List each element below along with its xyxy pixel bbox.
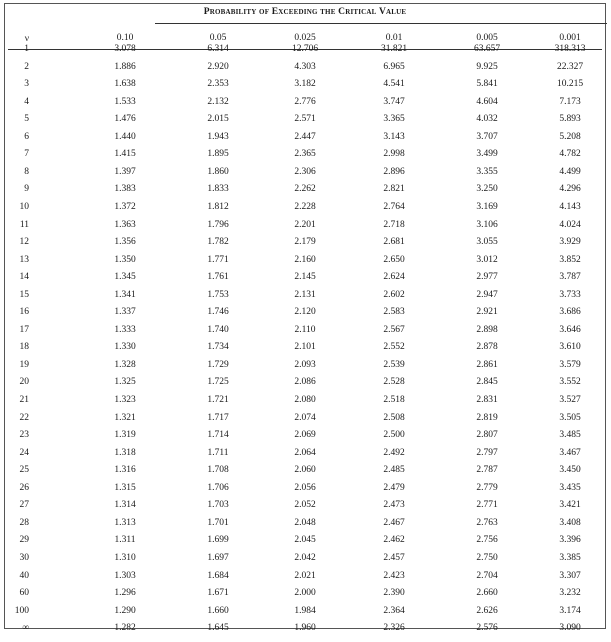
critical-value-cell: 3.499: [476, 149, 498, 160]
critical-value-cell: 1.290: [114, 605, 136, 616]
critical-value-cell: 1.397: [114, 166, 136, 177]
critical-value-cell: 3.787: [559, 272, 581, 283]
critical-value-cell: 2.447: [294, 131, 316, 142]
critical-value-cell: 2.228: [294, 201, 316, 212]
table-row: [5, 63, 605, 81]
critical-value-cell: 4.296: [559, 184, 581, 195]
critical-value-cell: 3.435: [559, 482, 581, 493]
table-row: [5, 519, 605, 537]
table-row: [5, 168, 605, 186]
critical-value-cell: 2.831: [476, 395, 498, 405]
critical-value-cell: 3.090: [559, 623, 581, 634]
critical-value-cell: 2.539: [383, 359, 405, 370]
critical-value-cell: 3.552: [559, 377, 581, 388]
degrees-of-freedom: 21: [19, 395, 29, 405]
critical-value-cell: 2.479: [383, 482, 405, 493]
table-row: [5, 45, 605, 63]
table-row: [5, 326, 605, 344]
column-header: 0.01: [385, 33, 403, 43]
critical-value-cell: 2.583: [383, 307, 405, 318]
degrees-of-freedom: ∞: [22, 623, 29, 634]
critical-value-cell: 2.179: [294, 237, 316, 248]
critical-value-cell: 1.319: [114, 430, 136, 441]
critical-value-cell: 4.499: [559, 166, 581, 177]
critical-value-cell: 1.333: [114, 324, 136, 335]
critical-value-cell: 1.316: [114, 465, 136, 476]
critical-value-cell: 318.313: [554, 44, 586, 54]
critical-value-cell: 2.602: [383, 289, 405, 300]
critical-value-cell: 2.457: [383, 552, 405, 563]
table-row: [5, 343, 605, 361]
critical-value-cell: 1.303: [114, 570, 136, 581]
critical-value-cell: 1.734: [207, 342, 229, 353]
table-row: [5, 203, 605, 221]
critical-value-cell: 1.318: [114, 447, 136, 458]
critical-value-cell: 1.796: [207, 219, 229, 230]
critical-value-cell: 1.711: [207, 447, 229, 458]
critical-value-cell: 2.131: [294, 289, 316, 300]
degrees-of-freedom: 30: [19, 552, 29, 563]
critical-value-cell: 1.325: [114, 377, 136, 388]
critical-value-cell: 1.310: [114, 552, 136, 563]
degrees-of-freedom: 9: [24, 184, 29, 195]
critical-value-cell: 3.055: [476, 237, 498, 248]
critical-value-cell: 4.541: [383, 79, 405, 90]
table-row: [5, 221, 605, 239]
critical-value-cell: 7.173: [559, 96, 581, 107]
critical-value-cell: 2.365: [294, 149, 316, 160]
nu-header: ν: [24, 34, 29, 44]
critical-value-cell: 1.296: [114, 588, 136, 599]
critical-value-cell: 1.533: [114, 96, 136, 107]
critical-value-cell: 3.106: [476, 219, 498, 230]
table-row: [5, 150, 605, 168]
degrees-of-freedom: 10: [19, 201, 29, 212]
degrees-of-freedom: 15: [19, 289, 29, 300]
critical-value-cell: 1.782: [207, 237, 229, 248]
critical-value-cell: 2.681: [383, 237, 405, 248]
critical-value-cell: 1.740: [207, 324, 229, 335]
critical-value-cell: 2.704: [476, 570, 498, 581]
critical-value-cell: 1.282: [114, 623, 136, 634]
critical-value-cell: 2.787: [476, 465, 498, 476]
critical-value-cell: 3.505: [559, 412, 581, 423]
degrees-of-freedom: 1: [24, 44, 29, 54]
critical-value-cell: 1.476: [114, 114, 136, 125]
critical-value-cell: 2.485: [383, 465, 405, 476]
critical-value-cell: 2.120: [294, 307, 316, 318]
critical-value-cell: 1.753: [207, 289, 229, 300]
critical-value-cell: 1.701: [207, 517, 229, 528]
critical-value-cell: 1.314: [114, 500, 136, 511]
critical-value-cell: 2.132: [207, 96, 229, 107]
degrees-of-freedom: 4: [24, 96, 29, 107]
critical-value-cell: 1.895: [207, 149, 229, 160]
critical-value-cell: 2.624: [383, 272, 405, 283]
degrees-of-freedom: 40: [19, 570, 29, 581]
critical-value-cell: 2.201: [294, 219, 316, 230]
critical-value-cell: 1.833: [207, 184, 229, 195]
critical-value-cell: 2.571: [294, 114, 316, 125]
table-row: [5, 484, 605, 502]
critical-value-cell: 1.328: [114, 359, 136, 370]
critical-value-cell: 2.771: [476, 500, 498, 511]
critical-value-cell: 1.725: [207, 377, 229, 388]
critical-value-cell: 3.169: [476, 201, 498, 212]
critical-value-cell: 3.852: [559, 254, 581, 265]
table-row: [5, 185, 605, 203]
degrees-of-freedom: 12: [19, 237, 29, 248]
critical-value-cell: 3.421: [559, 500, 581, 511]
table-row: [5, 572, 605, 590]
critical-value-cell: 3.307: [559, 570, 581, 581]
table-row: [5, 378, 605, 396]
critical-value-cell: 2.896: [383, 166, 405, 177]
critical-value-cell: 4.024: [559, 219, 581, 230]
critical-value-cell: 2.160: [294, 254, 316, 265]
critical-value-cell: 2.326: [383, 623, 405, 634]
critical-value-cell: 3.747: [383, 96, 405, 107]
critical-value-cell: 3.182: [294, 79, 316, 90]
critical-value-cell: 1.860: [207, 166, 229, 177]
critical-value-cell: 3.733: [559, 289, 581, 300]
critical-value-cell: 2.764: [383, 201, 405, 212]
critical-value-cell: 1.638: [114, 79, 136, 90]
critical-value-cell: 1.440: [114, 131, 136, 142]
critical-value-cell: 3.396: [559, 535, 581, 546]
critical-value-cell: 1.315: [114, 482, 136, 493]
critical-value-cell: 1.337: [114, 307, 136, 318]
table-row: [5, 256, 605, 274]
caption-rule: [155, 23, 607, 24]
critical-value-cell: 2.074: [294, 412, 316, 423]
column-header: 0.05: [209, 33, 227, 43]
table-row: [5, 501, 605, 519]
column-header: 0.025: [294, 33, 316, 43]
critical-value-cell: 2.042: [294, 552, 316, 563]
degrees-of-freedom: 2: [24, 61, 29, 72]
critical-value-cell: 3.707: [476, 131, 498, 142]
critical-value-cell: 2.500: [383, 430, 405, 441]
table-row: [5, 431, 605, 449]
critical-value-cell: 1.321: [114, 412, 136, 423]
degrees-of-freedom: 29: [19, 535, 29, 546]
table-row: [5, 396, 605, 414]
table-row: [5, 115, 605, 133]
critical-value-cell: 2.052: [294, 500, 316, 511]
critical-value-cell: 1.363: [114, 219, 136, 230]
critical-value-cell: 1.330: [114, 342, 136, 353]
column-header: 0.005: [476, 33, 498, 43]
critical-value-cell: 2.528: [383, 377, 405, 388]
critical-value-cell: 2.998: [383, 149, 405, 160]
critical-value-cell: 22.327: [556, 61, 584, 72]
critical-value-cell: 2.518: [383, 395, 405, 405]
critical-value-cell: 1.323: [114, 395, 136, 405]
critical-value-cell: 2.763: [476, 517, 498, 528]
table-row: [5, 536, 605, 554]
critical-value-cell: 1.703: [207, 500, 229, 511]
table-row: [5, 308, 605, 326]
degrees-of-freedom: 11: [19, 219, 29, 230]
critical-value-cell: 2.650: [383, 254, 405, 265]
critical-value-cell: 1.717: [207, 412, 229, 423]
critical-value-cell: 3.232: [559, 588, 581, 599]
degrees-of-freedom: 8: [24, 166, 29, 177]
critical-value-cell: 1.697: [207, 552, 229, 563]
degrees-of-freedom: 14: [19, 272, 29, 283]
critical-value-cell: 2.797: [476, 447, 498, 458]
critical-value-cell: 1.714: [207, 430, 229, 441]
critical-value-table: [4, 3, 606, 634]
critical-value-cell: 2.364: [383, 605, 405, 616]
degrees-of-freedom: 19: [19, 359, 29, 370]
critical-value-cell: 2.462: [383, 535, 405, 546]
degrees-of-freedom: 18: [19, 342, 29, 353]
critical-value-cell: 3.174: [559, 605, 581, 616]
critical-value-cell: 2.660: [476, 588, 498, 599]
critical-value-cell: 2.819: [476, 412, 498, 423]
critical-value-cell: 2.567: [383, 324, 405, 335]
critical-value-cell: 6.965: [383, 61, 405, 72]
critical-value-cell: 2.353: [207, 79, 229, 90]
table-row: [5, 589, 605, 607]
column-header: 0.10: [116, 33, 134, 43]
critical-value-cell: 2.000: [294, 588, 316, 599]
table-row: [5, 273, 605, 291]
critical-value-cell: 2.626: [476, 605, 498, 616]
degrees-of-freedom: 20: [19, 377, 29, 388]
critical-value-cell: 1.721: [207, 395, 229, 405]
degrees-of-freedom: 22: [19, 412, 29, 423]
critical-value-cell: 3.408: [559, 517, 581, 528]
critical-value-cell: 2.262: [294, 184, 316, 195]
critical-value-cell: 2.508: [383, 412, 405, 423]
critical-value-cell: 4.032: [476, 114, 498, 125]
table-row: [5, 133, 605, 151]
critical-value-cell: 2.576: [476, 623, 498, 634]
critical-value-cell: 3.646: [559, 324, 581, 335]
table-row: [5, 449, 605, 467]
critical-value-cell: 2.921: [476, 307, 498, 318]
degrees-of-freedom: 23: [19, 430, 29, 441]
critical-value-cell: 1.708: [207, 465, 229, 476]
table-row: [5, 466, 605, 484]
table-row: [5, 238, 605, 256]
critical-value-cell: 2.473: [383, 500, 405, 511]
critical-value-cell: 2.861: [476, 359, 498, 370]
critical-value-cell: 2.064: [294, 447, 316, 458]
degrees-of-freedom: 16: [19, 307, 29, 318]
critical-value-cell: 2.015: [207, 114, 229, 125]
degrees-of-freedom: 13: [19, 254, 29, 265]
critical-value-cell: 6.314: [207, 44, 229, 54]
column-header: 0.001: [559, 33, 581, 43]
degrees-of-freedom: 60: [19, 588, 29, 599]
critical-value-cell: 2.423: [383, 570, 405, 581]
critical-value-cell: 10.215: [556, 79, 584, 90]
degrees-of-freedom: 26: [19, 482, 29, 493]
critical-value-cell: 2.718: [383, 219, 405, 230]
critical-value-cell: 9.925: [476, 61, 498, 72]
table-row: [5, 554, 605, 572]
critical-value-cell: 2.306: [294, 166, 316, 177]
critical-value-cell: 2.821: [383, 184, 405, 195]
critical-value-cell: 2.021: [294, 570, 316, 581]
critical-value-cell: 2.045: [294, 535, 316, 546]
critical-value-cell: 1.706: [207, 482, 229, 493]
critical-value-cell: 1.984: [294, 605, 316, 616]
degrees-of-freedom: 100: [14, 605, 29, 616]
critical-value-cell: 5.841: [476, 79, 498, 90]
critical-value-cell: 1.960: [294, 623, 316, 634]
critical-value-cell: 3.385: [559, 552, 581, 563]
critical-value-cell: 3.467: [559, 447, 581, 458]
table-row: [5, 361, 605, 379]
critical-value-cell: 2.101: [294, 342, 316, 353]
critical-value-cell: 1.729: [207, 359, 229, 370]
critical-value-cell: 1.771: [207, 254, 229, 265]
critical-value-cell: 2.878: [476, 342, 498, 353]
critical-value-cell: 2.467: [383, 517, 405, 528]
critical-value-cell: 3.527: [559, 395, 581, 405]
critical-value-cell: 3.012: [476, 254, 498, 265]
table-row: [5, 80, 605, 98]
critical-value-cell: 3.610: [559, 342, 581, 353]
critical-value-cell: 1.812: [207, 201, 229, 212]
critical-value-cell: 1.943: [207, 131, 229, 142]
degrees-of-freedom: 3: [24, 79, 29, 90]
critical-value-cell: 3.686: [559, 307, 581, 318]
critical-value-cell: 4.782: [559, 149, 581, 160]
critical-value-cell: 2.093: [294, 359, 316, 370]
table-row: [5, 414, 605, 432]
critical-value-cell: 2.947: [476, 289, 498, 300]
critical-value-cell: 2.080: [294, 395, 316, 405]
critical-value-cell: 1.415: [114, 149, 136, 160]
critical-value-cell: 1.684: [207, 570, 229, 581]
critical-value-cell: 1.660: [207, 605, 229, 616]
table-row: [5, 291, 605, 309]
degrees-of-freedom: 25: [19, 465, 29, 476]
table-row: [5, 607, 605, 625]
degrees-of-freedom: 5: [24, 114, 29, 125]
critical-value-cell: 2.776: [294, 96, 316, 107]
critical-value-cell: 2.898: [476, 324, 498, 335]
critical-value-cell: 2.845: [476, 377, 498, 388]
critical-value-cell: 3.078: [114, 44, 136, 54]
critical-value-cell: 1.746: [207, 307, 229, 318]
critical-value-cell: 1.313: [114, 517, 136, 528]
critical-value-cell: 2.056: [294, 482, 316, 493]
critical-value-cell: 4.604: [476, 96, 498, 107]
critical-value-cell: 3.250: [476, 184, 498, 195]
critical-value-cell: 1.761: [207, 272, 229, 283]
critical-value-cell: 5.208: [559, 131, 581, 142]
critical-value-cell: 3.143: [383, 131, 405, 142]
degrees-of-freedom: 7: [24, 149, 29, 160]
critical-value-cell: 12.706: [291, 44, 319, 54]
critical-value-cell: 2.060: [294, 465, 316, 476]
critical-value-cell: 3.355: [476, 166, 498, 177]
table-row: [5, 98, 605, 116]
critical-value-cell: 2.069: [294, 430, 316, 441]
critical-value-cell: 1.699: [207, 535, 229, 546]
degrees-of-freedom: 17: [19, 324, 29, 335]
critical-value-cell: 4.303: [294, 61, 316, 72]
critical-value-cell: 1.383: [114, 184, 136, 195]
critical-value-cell: 5.893: [559, 114, 581, 125]
critical-value-cell: 2.977: [476, 272, 498, 283]
critical-value-cell: 3.485: [559, 430, 581, 441]
critical-value-cell: 4.143: [559, 201, 581, 212]
critical-value-cell: 2.110: [294, 324, 316, 335]
critical-value-cell: 1.341: [114, 289, 136, 300]
critical-value-cell: 1.671: [207, 588, 229, 599]
degrees-of-freedom: 24: [19, 447, 29, 458]
critical-value-cell: 2.920: [207, 61, 229, 72]
degrees-of-freedom: 27: [19, 500, 29, 511]
critical-value-cell: 2.756: [476, 535, 498, 546]
degrees-of-freedom: 28: [19, 517, 29, 528]
critical-value-cell: 2.750: [476, 552, 498, 563]
critical-value-cell: 3.365: [383, 114, 405, 125]
critical-value-cell: 63.657: [473, 44, 501, 54]
critical-value-cell: 3.579: [559, 359, 581, 370]
critical-value-cell: 2.552: [383, 342, 405, 353]
table-caption: Probability of Exceeding the Critical Value: [203, 7, 407, 17]
critical-value-cell: 3.450: [559, 465, 581, 476]
critical-value-cell: 2.779: [476, 482, 498, 493]
table-row: [5, 624, 605, 642]
critical-value-cell: 2.086: [294, 377, 316, 388]
critical-value-cell: 1.311: [114, 535, 136, 546]
critical-value-cell: 2.492: [383, 447, 405, 458]
critical-value-cell: 2.807: [476, 430, 498, 441]
critical-value-cell: 1.350: [114, 254, 136, 265]
critical-value-cell: 1.645: [207, 623, 229, 634]
critical-value-cell: 31.821: [380, 44, 408, 54]
critical-value-cell: 3.929: [559, 237, 581, 248]
critical-value-cell: 2.145: [294, 272, 316, 283]
critical-value-cell: 1.345: [114, 272, 136, 283]
critical-value-cell: 2.048: [294, 517, 316, 528]
degrees-of-freedom: 6: [24, 131, 29, 142]
critical-value-cell: 1.886: [114, 61, 136, 72]
critical-value-cell: 1.356: [114, 237, 136, 248]
critical-value-cell: 1.372: [114, 201, 136, 212]
table-header-row: [5, 27, 605, 45]
critical-value-cell: 2.390: [383, 588, 405, 599]
